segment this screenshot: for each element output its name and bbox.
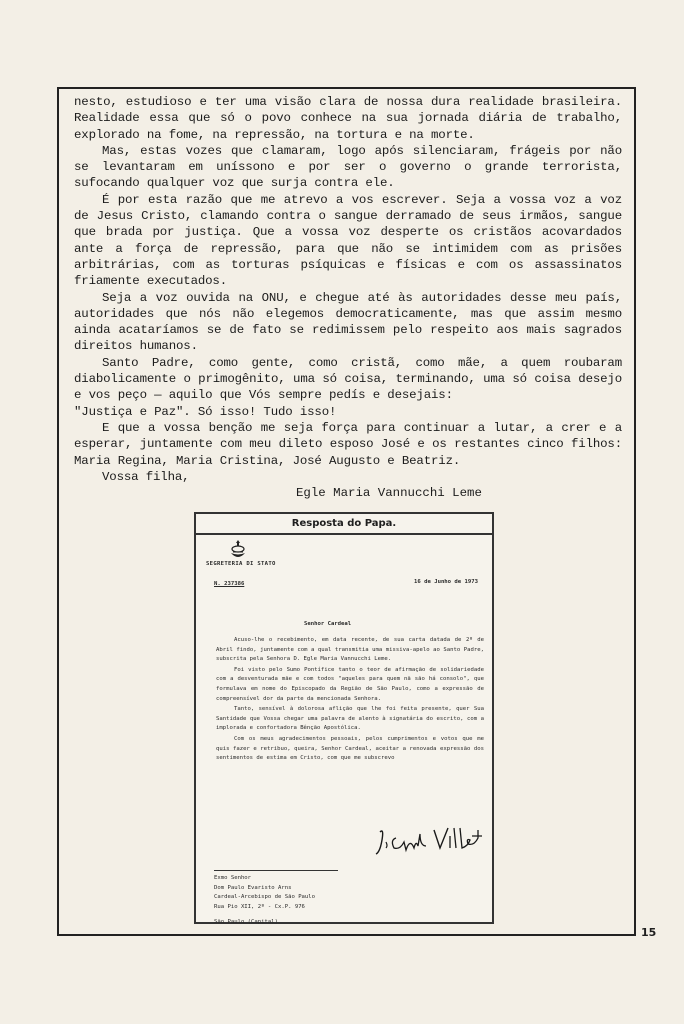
papal-seal-icon [228,539,248,561]
reply-salutation: Senhor Cardeal [304,621,352,627]
reply-protocol-number: N. 237386 [214,581,245,587]
letter-body [74,94,622,485]
page-number: 15 [641,926,657,939]
reply-header: Resposta do Papa. [196,514,492,535]
address-rule [214,870,338,871]
address-city: São Paulo (Capital) [214,919,278,926]
reply-secretaria: SEGRETERIA DI STATO [206,561,276,567]
letter-paragraph-6: "Justiça e Paz". Só isso! Tudo isso! [74,404,337,419]
letter-signer: Egle Maria Vannucchi Leme [296,486,482,500]
reply-paragraph-4: Com os meus agradecimentos pessoais, pelos cumprimentos e votos que me quis fazer e retribuo, queira, Senhor Cardeal, aceitar a renovada expressão dos sentimentos de estima em Cristo, com que me subscrevo [216,735,484,762]
reply-address [214,874,315,928]
letter-valediction: Vossa filha, [102,469,190,484]
letter-paragraph-4: Seja a voz ouvida na ONU, e chegue até às autoridades desse meu país, autoridades que nós não elegemos democraticamente, mas que assim mesmo ainda acataríamos se de fato se redimissem pelo respeito aos mais sagrados direitos humanos. [74,290,622,354]
letter-paragraph-5: Santo Padre, como gente, como cristã, como mãe, a quem roubaram diabolicamente o primogênito, uma só coisa, terminando, uma só coisa desejo e vos peço — aquilo que Vós sempre pedís e desejais: [74,355,622,403]
address-line-2: Dom Paulo Evaristo Arns [214,884,292,891]
letter-paragraph-2: Mas, estas vozes que clamaram, logo após silenciaram, frágeis por não se levantaram em uníssono e por ser o governo o grande terrorista, sufocando qualquer voz que surja contra ele. [74,143,622,191]
letter-paragraph-1: nesto, estudioso e ter uma visão clara de nossa dura realidade brasileira. Realidade essa que só o povo conhece na sua jornada diária de trabalho, explorado na fome, na repressão, na tortura e na morte. [74,95,622,142]
letter-paragraph-7: E que a vossa benção me seja força para continuar a lutar, a crer e a esperar, juntamente com meu dileto esposo José e os restantes cinco filhos: Maria Regina, Maria Cristina, José Augusto e Beatriz. [74,420,622,468]
cardinal-signature [374,824,484,864]
reply-paragraph-3: Tanto, sensível à dolorosa aflição que lhe foi feita presente, quer Sua Santidade que Vossa chegar uma palavra de alento à signatária do escrito, com a implorada e confortadora Bênção Apostólica. [216,706,484,732]
address-line-1: Exmo Senhor [214,875,252,881]
pope-reply-box [194,512,494,924]
letter-paragraph-3: É por esta razão que me atrevo a vos escrever. Seja a vossa voz a voz de Jesus Cristo, clamando contra o sangue derramado de seus irmãos, sangue que brada por justiça. Que a vossa voz desperte os cristãos acovardados ante a força de repressão, para que não se intimidem com as prisões arbitrárias, com as torturas psíquicas e físicas e com os assassinatos friamente executados. [74,192,622,289]
address-line-4: Rua Pio XII, 2º - Cx.P. 976 [214,903,305,910]
reply-body [216,636,484,765]
reply-document [204,536,486,926]
reply-paragraph-1: Acuso-lhe o recebimento, em data recente, de sua carta datada de 2º de Abril findo, juntamente com a qual transmitia uma missiva-apelo ao Santo Padre, subscrita pela Senhora D. Egle Maria Vannucchi Leme. [216,637,484,663]
reply-paragraph-2: Foi visto pelo Sumo Pontífice tanto o teor de afirmação de solidariedade com a desventurada mãe e com todos "aqueles para quem nã são há consolo", que formulava em nome do Episcopado da Região de São Paulo, como a expressão de compreensível dor da parte da mencionada Senhora. [216,666,484,702]
address-line-3: Cardeal-Arcebispo de São Paulo [214,894,316,901]
reply-date: 16 de Junho de 1973 [414,579,478,585]
